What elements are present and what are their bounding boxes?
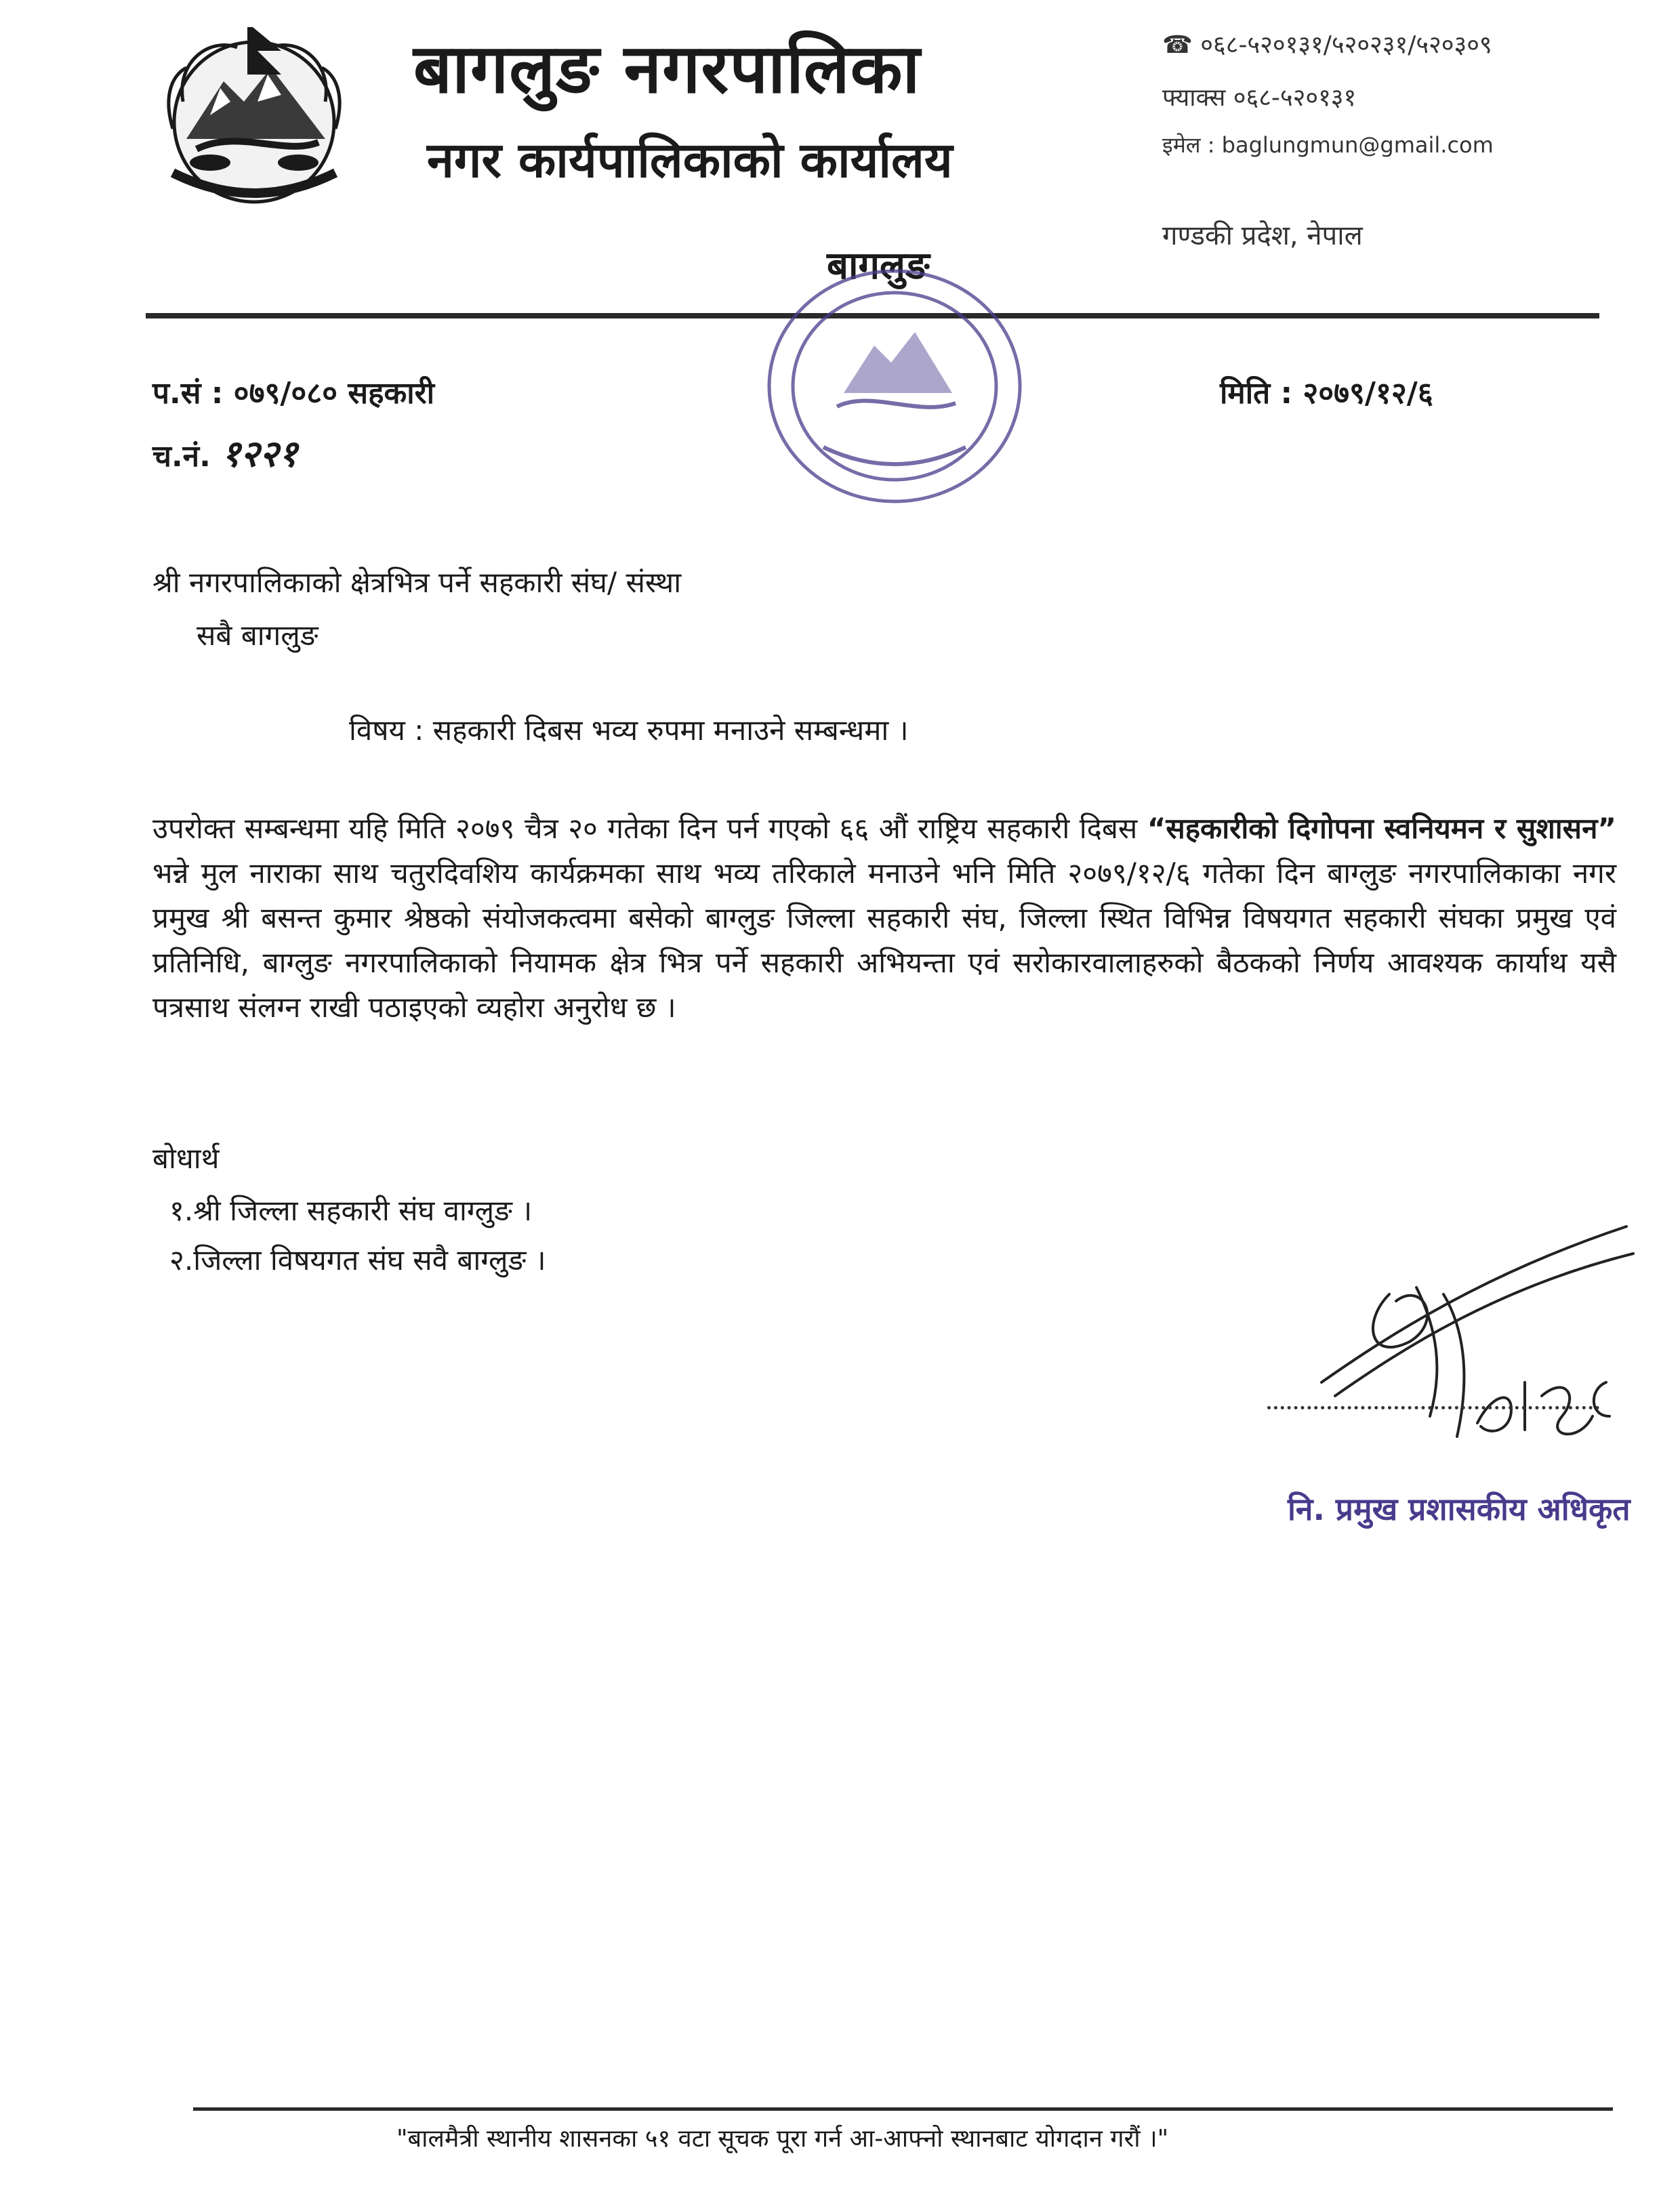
phone-number: ☎ ०६८-५२०१३१/५२०२३१/५२०३०९: [1162, 31, 1492, 59]
dispatch-number: [152, 427, 298, 477]
recipient-line-1: श्री नगरपालिकाको क्षेत्रभित्र पर्ने सहकारी संघ/ संस्था: [152, 566, 682, 599]
letter-date: मिति : २०७९/१२/६: [1220, 376, 1433, 411]
body-slogan: “सहकारीको दिगोपना स्वनियमन र सुशासन”: [1147, 812, 1616, 845]
body-text-2: भन्ने मुल नाराका साथ चतुरदिवशिय कार्यक्रमका साथ भव्य तरिकाले मनाउने भनि मिति २०७९/१२/६ गतेका दिन बाग्लुङ नगरपालिकाका नगर प्रमुख श्री बसन्त कुमार श्रेष्ठको संयोजकत्वमा बसेको बाग्लुङ जिल्ला सहकारी संघ, जिल्ला स्थित विभिन्न विषयगत सहकारी संघका प्रमुख एवं प्रतिनिधि, बाग्लुङ नगरपालिकाको नियामक क्षेत्र भित्र पर्ने सहकारी अभियन्ता एवं सरोकारवालाहरुको बैठकको निर्णय आवश्यक कार्याथ यसै पत्रसाथ संलग्न राखी पठाइएको व्यहोरा अनुरोध छ ।: [152, 856, 1616, 1024]
cc-item: २.जिल्ला विषयगत संघ सवै बाग्लुङ ।: [169, 1243, 546, 1277]
email-address: इमेल : baglungmun@gmail.com: [1162, 132, 1494, 158]
signature-line: [1267, 1406, 1599, 1409]
letter-subject: विषय : सहकारी दिबस भव्य रुपमा मनाउने सम्बन्धमा ।: [349, 714, 909, 747]
cc-item: १.श्री जिल्ला सहकारी संघ वाग्लुङ ।: [169, 1194, 533, 1227]
office-subtitle: नगर कार्यपालिकाको कार्यालय: [427, 131, 953, 188]
reference-number: प.सं : ०७९/०८० सहकारी: [152, 376, 435, 411]
letter-body: [152, 806, 1616, 1030]
footer-slogan: "बालमैत्री स्थानीय शासनका ५१ वटा सूचक पूरा गर्न आ-आफ्नो स्थानबाट योगदान गरौं ।": [396, 2125, 1169, 2153]
recipient-line-2: सबै बागलुङ: [197, 619, 319, 652]
office-title: बागलुङ नगरपालिका: [413, 29, 921, 108]
dispatch-handwritten-number: १२२१: [221, 432, 298, 475]
nepal-emblem-icon: [136, 20, 373, 210]
province-address: गण्डकी प्रदेश, नेपाल: [1162, 220, 1363, 251]
footer-rule: [193, 2107, 1613, 2111]
signatory-title: नि. प्रमुख प्रशासकीय अधिकृत: [1288, 1491, 1631, 1527]
place-name: बागलुङ: [827, 244, 930, 288]
cc-heading: बोधार्थ: [152, 1142, 220, 1175]
fax-number: फ्याक्स ०६८-५२०१३१: [1162, 84, 1357, 112]
signature-mark: [1308, 1213, 1640, 1491]
dispatch-label: च.नं.: [152, 439, 211, 474]
office-stamp: [756, 257, 1033, 515]
body-text-1: उपरोक्त सम्बन्धमा यहि मिति २०७९ चैत्र २० गतेका दिन पर्न गएको ६६ औं राष्ट्रिय सहकारी दिबस: [152, 812, 1147, 845]
